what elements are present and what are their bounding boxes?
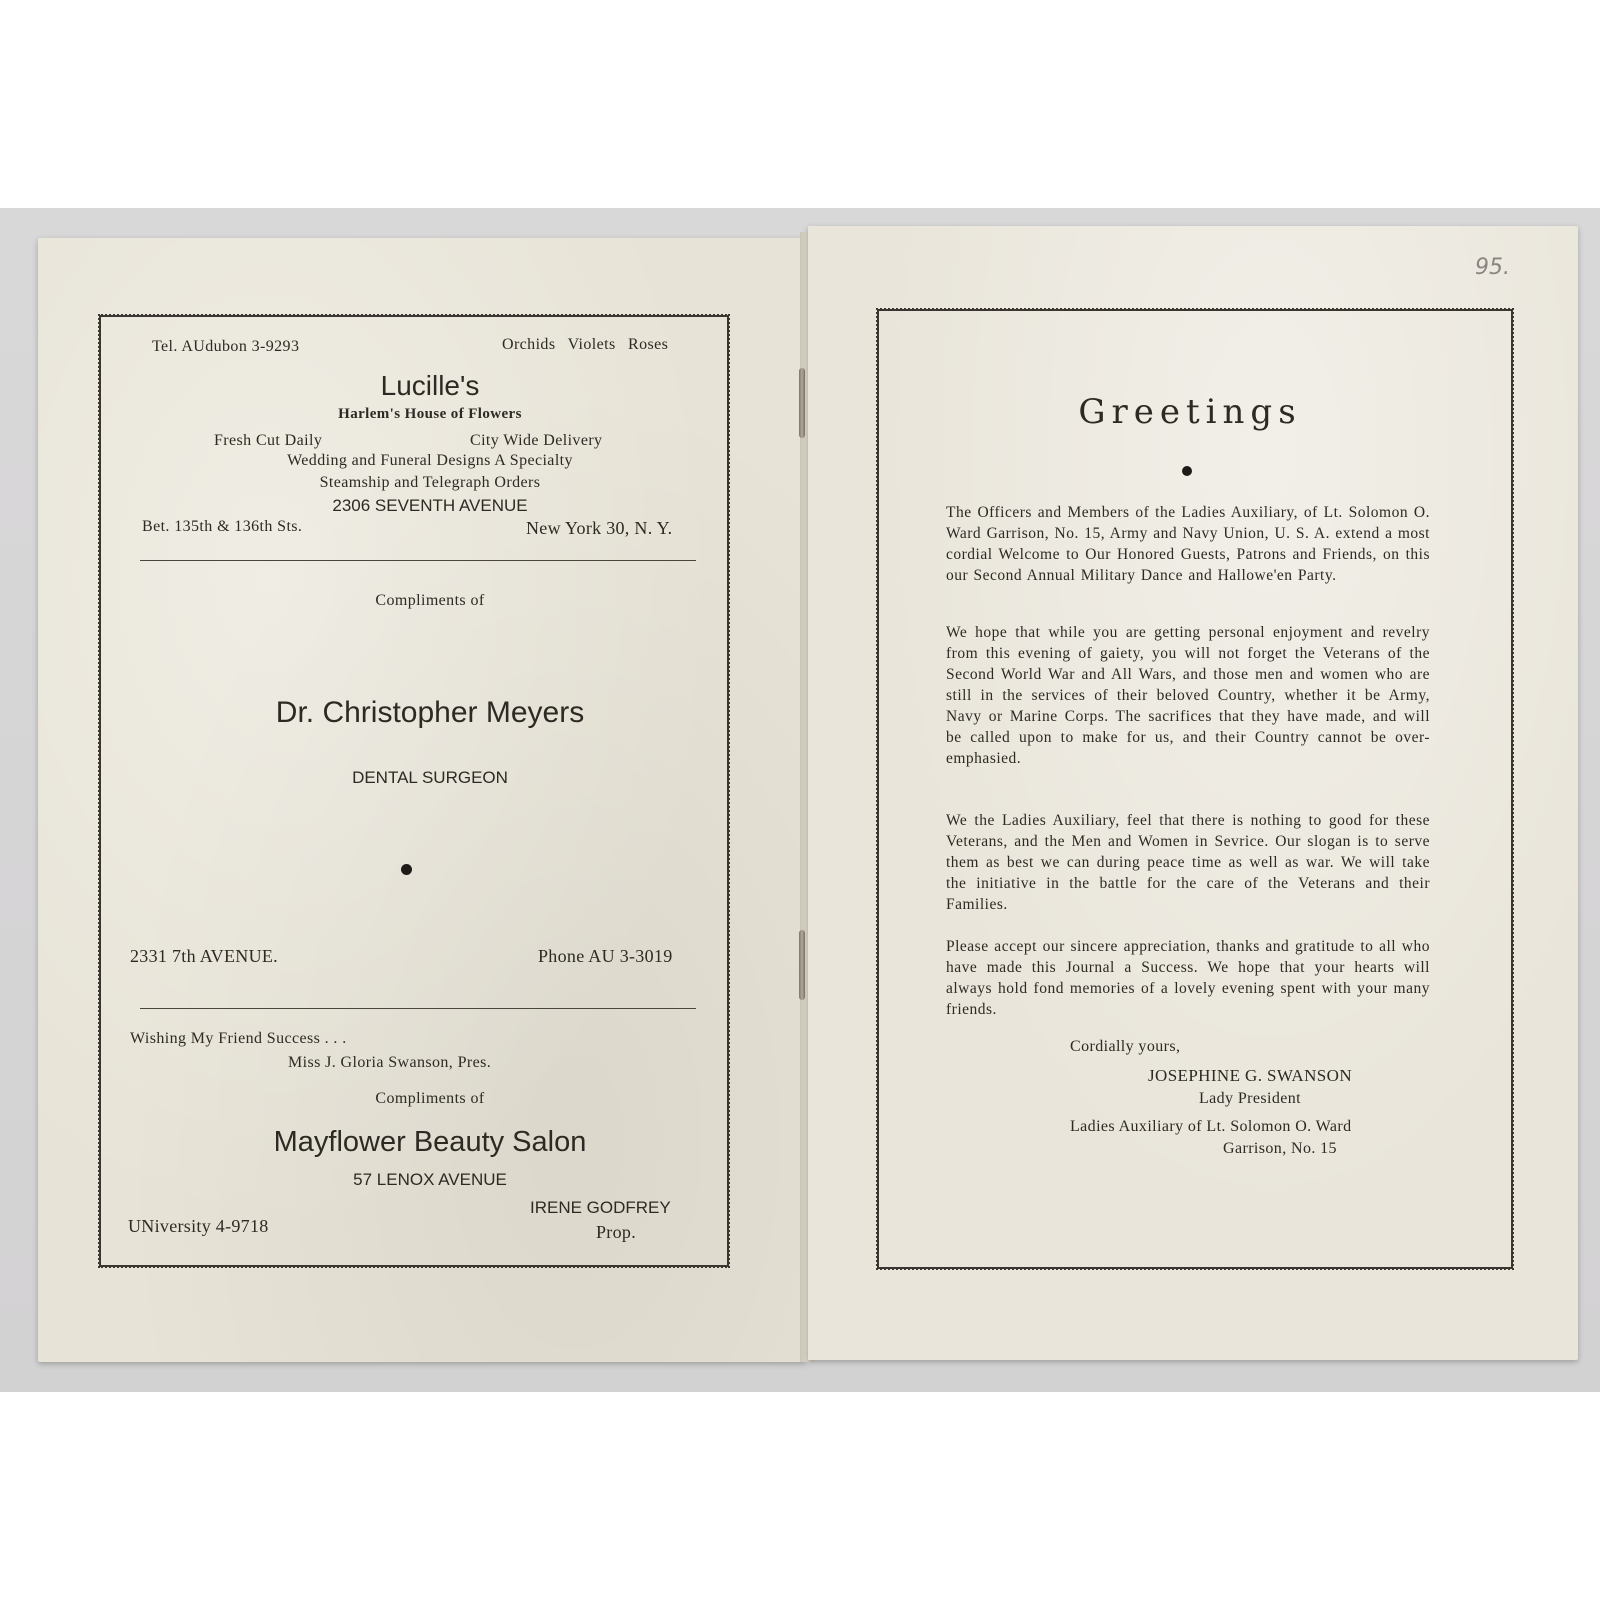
greeting-paragraph-2: We hope that while you are getting personal enjoyment and revelry from this evening of gaiety, you will not forget the Veterans of the Second World War and All Wars, and those men and women who are still in the services of their beloved Country, whether it be Army, Navy or Marine Corps. The sacrifices that they have made, and will be called upon to make for us, and their Country cannot be over-emphasied. <box>946 624 1430 767</box>
mayflower-owner: IRENE GODFREY <box>530 1198 671 1217</box>
lucilles-city: New York 30, N. Y. <box>526 518 673 538</box>
greetings-heading: Greetings <box>1078 392 1302 432</box>
staple-top <box>799 368 805 438</box>
greeting-paragraph-1: The Officers and Members of the Ladies Auxiliary, of Lt. Solomon O. Ward Garrison, No. 15, Army and Navy Union, U. S. A. extend a most cordial Welcome to Our Honored Guests, Patrons and Friends, on this our Second Annual Military Dance and Hallowe'en Party. <box>946 504 1430 584</box>
meyers-compliments: Compliments of <box>375 592 485 609</box>
signer-title: Lady President <box>1198 1090 1302 1107</box>
lucilles-address: 2306 SEVENTH AVENUE <box>332 496 528 515</box>
heading-dot <box>1182 466 1192 476</box>
meyers-title: DENTAL SURGEON <box>352 768 508 787</box>
lucilles-name: Lucille's <box>380 370 480 401</box>
lucilles-designs: Wedding and Funeral Designs A Specialty <box>287 452 573 469</box>
mayflower-phone: UNiversity 4-9718 <box>128 1216 269 1236</box>
closing-line: Cordially yours, <box>1070 1038 1181 1055</box>
meyers-name: Dr. Christopher Meyers <box>275 696 585 729</box>
greeting-paragraph-3: We the Ladies Auxiliary, feel that there is nothing to good for these Veterans, and the Men and Women in Sevrice. Our slogan is to serve them as best we can during peace time as well as war. We will take the initiative in the battle for the care of the Veterans and their Families. <box>946 812 1430 913</box>
mayflower-compliments: Compliments of <box>375 1090 485 1107</box>
divider-2 <box>140 1008 696 1009</box>
signer-name: JOSEPHINE G. SWANSON <box>1148 1066 1352 1085</box>
ornament-dot <box>401 864 412 875</box>
lucilles-streets: Bet. 135th & 136th Sts. <box>142 518 303 535</box>
staple-bottom <box>799 930 805 1000</box>
org-line-2: Garrison, No. 15 <box>1223 1140 1337 1157</box>
swanson-signer: Miss J. Gloria Swanson, Pres. <box>288 1054 492 1071</box>
divider-1 <box>140 560 696 561</box>
mayflower-name: Mayflower Beauty Salon <box>273 1126 587 1158</box>
meyers-address: 2331 7th AVENUE. <box>130 946 278 966</box>
lucilles-delivery: City Wide Delivery <box>470 432 603 449</box>
lucilles-fresh: Fresh Cut Daily <box>214 432 323 449</box>
mayflower-address: 57 LENOX AVENUE <box>353 1170 507 1189</box>
handwritten-price: 95. <box>1475 255 1510 280</box>
lucilles-flowers: Orchids Violets Roses <box>502 336 669 353</box>
lucilles-tagline: Harlem's House of Flowers <box>338 406 522 422</box>
org-line-1: Ladies Auxiliary of Lt. Solomon O. Ward <box>1070 1118 1352 1135</box>
meyers-phone: Phone AU 3-3019 <box>538 946 673 966</box>
lucilles-orders: Steamship and Telegraph Orders <box>319 474 541 491</box>
lucilles-phone: Tel. AUdubon 3-9293 <box>152 338 300 355</box>
greeting-paragraph-4: Please accept our sincere appreciation, thanks and gratitude to all who have made this Journal a Success. We hope that your hearts will always hold fond memories of a lovely evening spent with your many friends. <box>946 938 1430 1018</box>
mayflower-owner-title: Prop. <box>596 1222 637 1242</box>
swanson-wish: Wishing My Friend Success . . . <box>130 1030 347 1047</box>
